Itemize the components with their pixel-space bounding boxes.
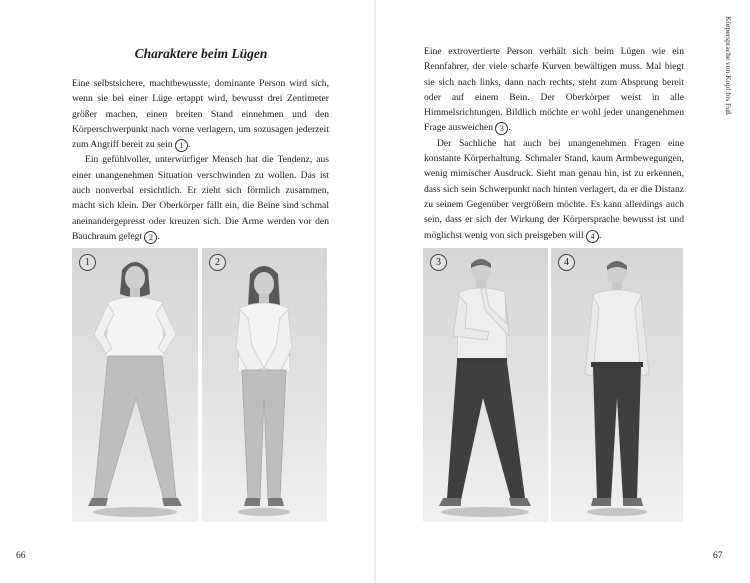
photo-number-badge-4: 4 — [558, 254, 575, 271]
chapter-title: Charaktere beim Lügen — [134, 46, 268, 61]
woman-figure-closed-stance — [202, 248, 327, 522]
left-page — [0, 0, 374, 583]
figure-ref-2: 2 — [144, 231, 157, 244]
paragraph-dominant — [72, 76, 329, 152]
sentence-end: . — [599, 229, 602, 241]
sentence-end: . — [187, 139, 191, 151]
figure-ref-4: 4 — [586, 230, 599, 243]
sentence-end: . — [508, 122, 511, 134]
figure-ref-1: 1 — [175, 139, 188, 152]
photo-factual-man — [551, 248, 683, 522]
sentence-end: . — [157, 230, 160, 242]
man-figure-upright — [551, 248, 683, 522]
photo-number-badge-2: 2 — [209, 254, 226, 271]
photo-extrovert-man — [423, 248, 548, 522]
photo-dominant-woman — [72, 248, 198, 522]
right-body-text — [424, 44, 684, 243]
left-body-text — [72, 76, 329, 244]
paragraph-text: Ein gefühlvoller, unterwürfiger Mensch hat die Tendenz, aus einer unangenehmen Situation verschwinden zu wollen. Das ist auch nonverbal ersichtlich. Er zieht sich förmlich zusammen, macht sich klein. Der Oberkörper fällt ein, die Beine sind schmal aneinandergepresst oder kreuzen sich. Die Arme werden vor den Bauchraum gelegt — [72, 154, 329, 242]
figure-ref-3: 3 — [495, 122, 508, 135]
paragraph-text: Der Sachliche hat auch bei unangenehmen Fragen eine konstante Körperhaltung. Schmaler Stand, kaum Armbewegungen, wenig mimischer Ausdruck. Sieht man genau hin, ist zu erkennen, dass sich sein Schwerpunkt nach hinten verlagert, da er die Distanz zu seinem Gegenüber vergrößern möchte. Es kann allerdings auch sein, dass er sich der Wirkung der Körpersprache bewusst ist und möglichst wenig von sich preisgeben will — [424, 137, 684, 241]
woman-figure-wide-stance — [72, 248, 198, 522]
man-figure-leaning — [423, 248, 548, 522]
paragraph-factual — [424, 136, 684, 243]
paragraph-submissive — [72, 152, 329, 244]
photo-number-badge-3: 3 — [430, 254, 447, 271]
photo-submissive-woman — [202, 248, 327, 522]
paragraph-text: Eine selbstsichere, machtbewusste, dominante Person wird sich, wenn sie bei einer Lüge ertappt wird, bewusst drei Zentimeter größer machen, einen breiten Stand einnehmen und den Körperschwerpunkt nach vorne verlagern, um sozusagen jederzeit zum Angriff bereit zu sein — [72, 78, 329, 151]
paragraph-extrovert — [424, 44, 684, 136]
page-number-right: 67 — [713, 551, 723, 561]
right-page — [376, 0, 750, 583]
photo-number-badge-1: 1 — [79, 254, 96, 271]
page-number-left: 66 — [16, 551, 26, 561]
running-head: Körpersprache von Kopf bis Fuß — [724, 16, 733, 115]
paragraph-text: Eine extrovertierte Person verhält sich beim Lügen wie ein Rennfahrer, der viele scharfe Kurven bewältigen muss. Mal biegt sie sich nach links, dann nach rechts, steht zum Absprung bereit oder auf einem Bein. Der Oberkörper weist in alle Himmelsrichtungen. Bildlich möchte er wohl jeder unangenehmen Frage ausweichen — [424, 46, 684, 134]
